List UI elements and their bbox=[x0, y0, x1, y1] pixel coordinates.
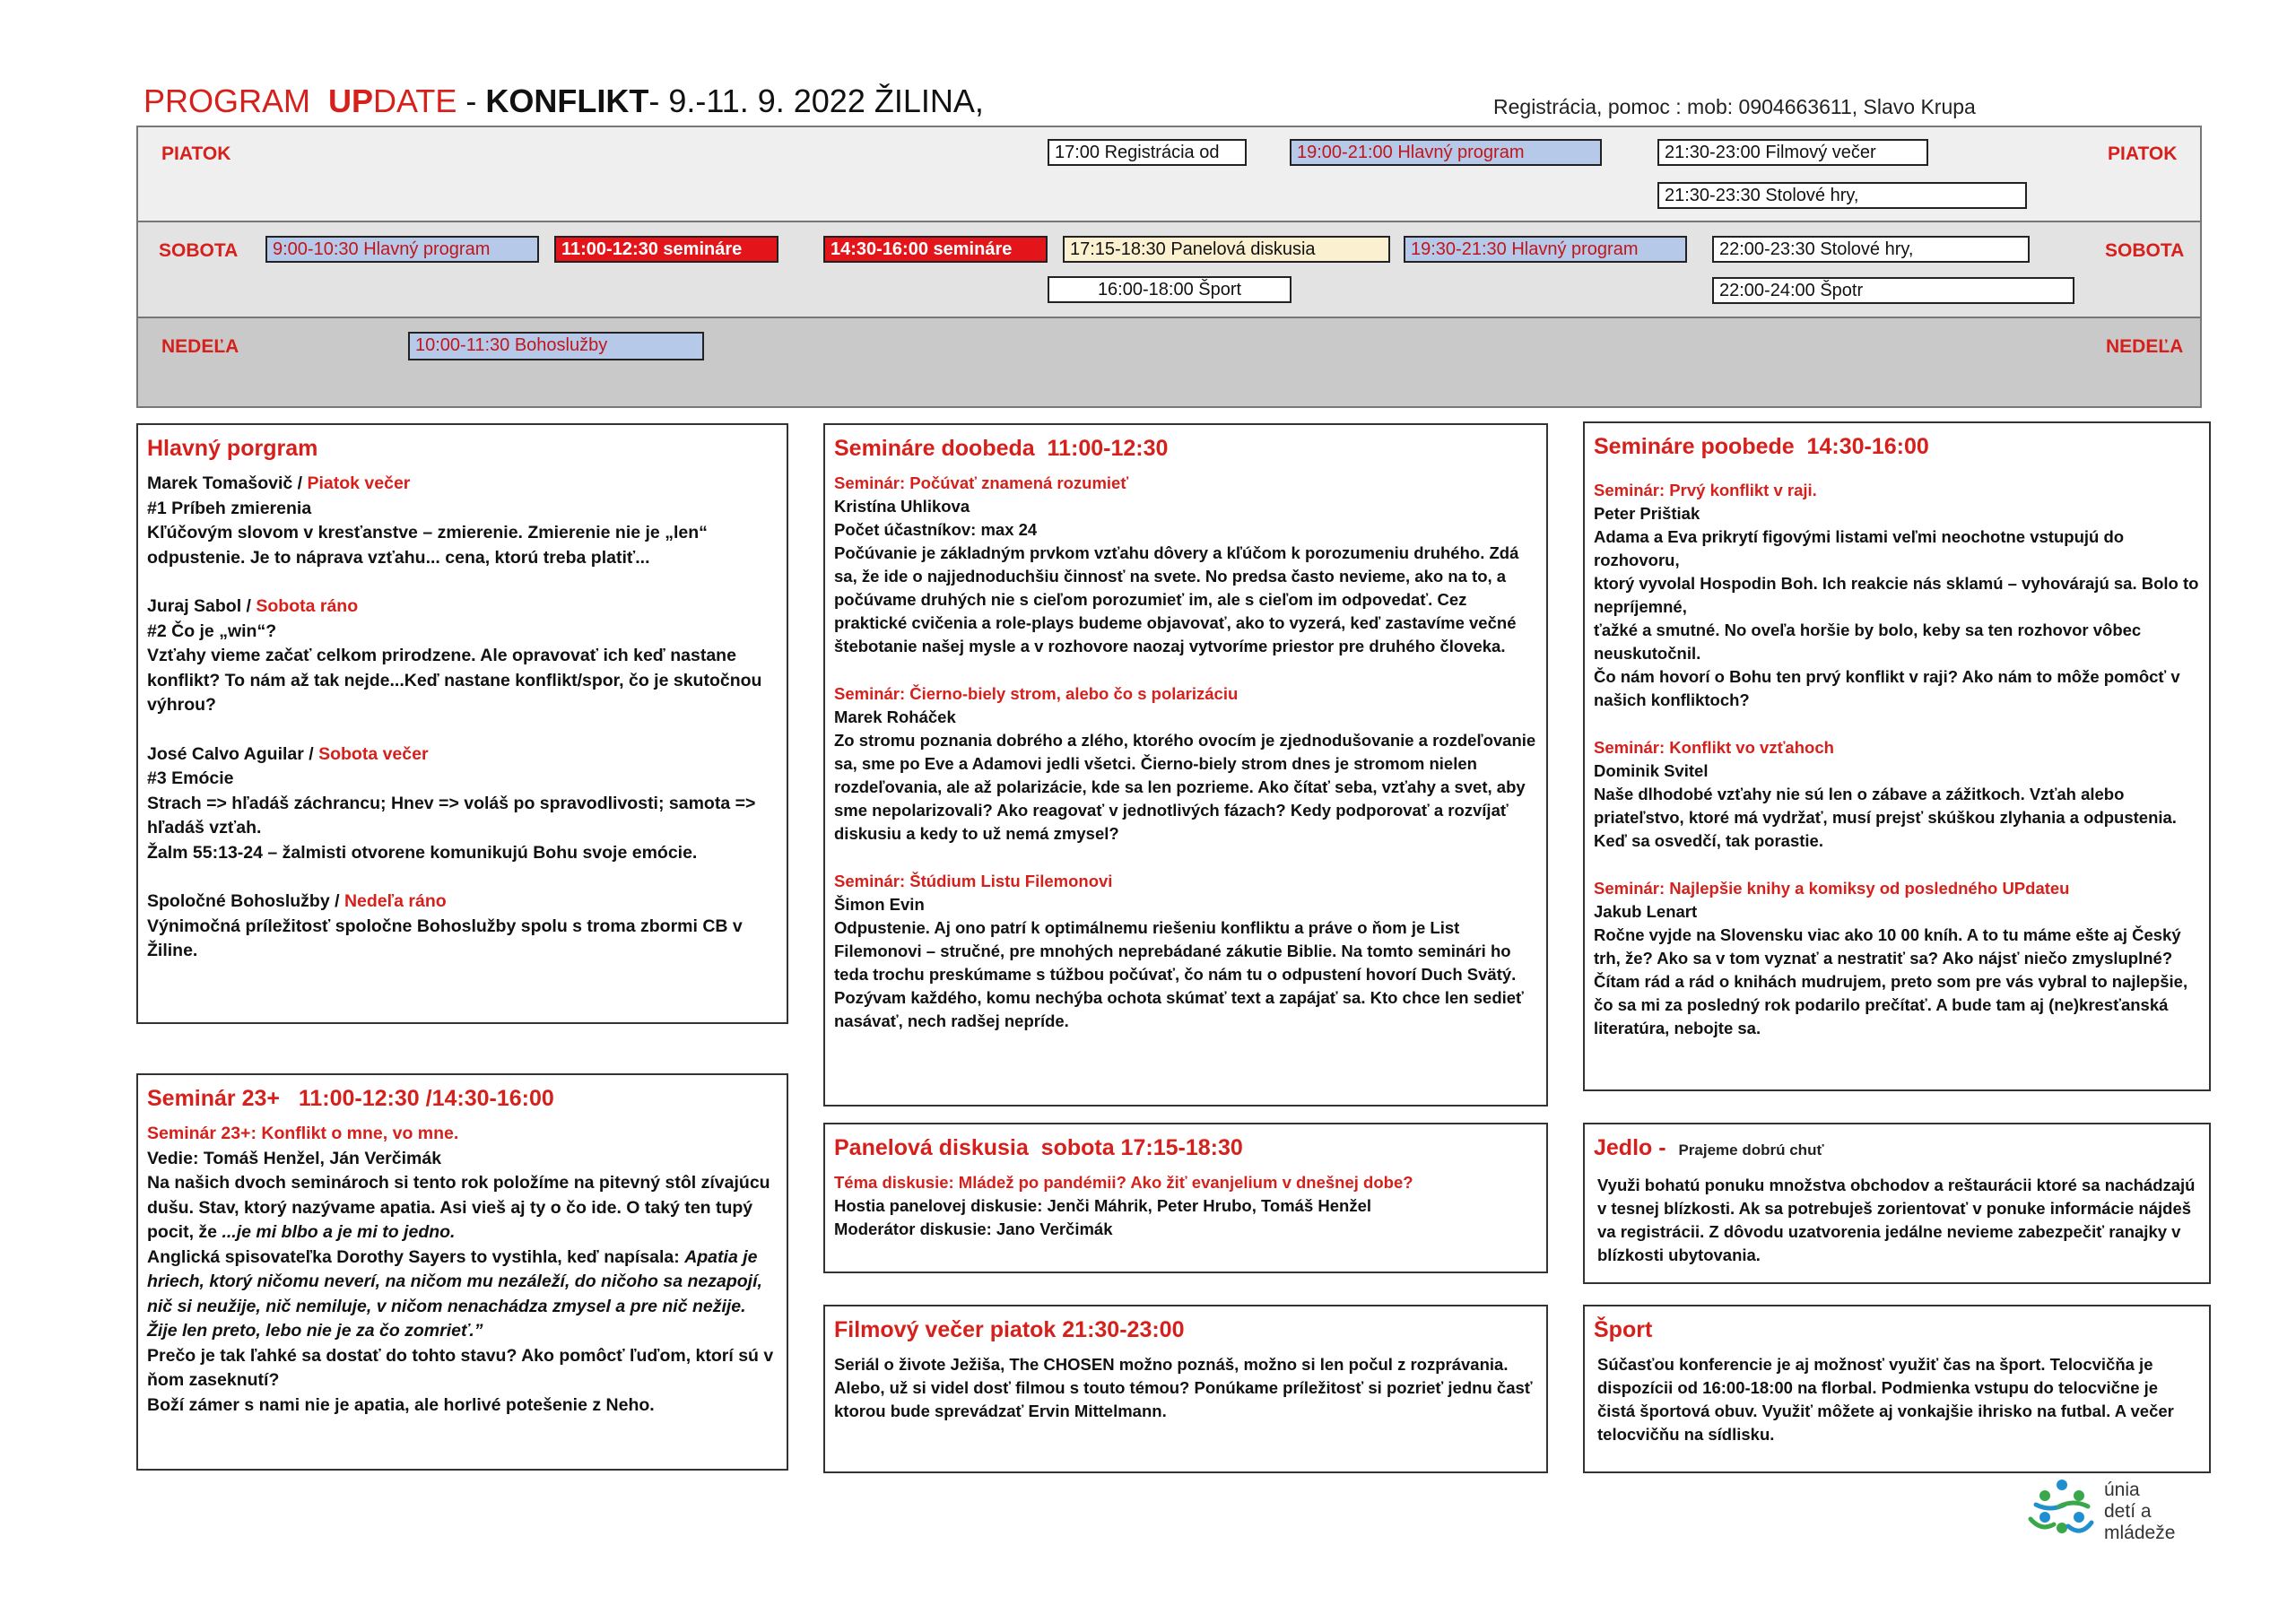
main-text-3b: Žalm 55:13-24 – žalmisti otvorene komunikujú Bohu svoje emócie. bbox=[147, 842, 698, 863]
slot-seminars-morning: 11:00-12:30 semináre bbox=[554, 236, 778, 263]
day-label-sunday-right: NEDEĽA bbox=[2106, 336, 2184, 357]
seminar-23-p1-italic: ...je mi blbo a je mi to jedno. bbox=[222, 1222, 456, 1242]
main-speaker-4: Spoločné Bohoslužby / bbox=[147, 891, 344, 911]
logo-line-2: detí a bbox=[2104, 1501, 2152, 1522]
main-program-card bbox=[136, 423, 788, 1024]
slot-board-games-saturday: 22:00-23:30 Stolové hry, bbox=[1712, 236, 2030, 263]
seminar-23-p1: Na našich dvoch seminároch si tento rok položíme na pitevný stôl zívajúcu dušu. Stav, ktorý nazývame apatia. Asi vieš aj ty o čo ide. O taký ten tupý pocit, že bbox=[147, 1173, 770, 1242]
day-label-saturday: SOBOTA bbox=[159, 240, 239, 261]
sm-item-3-title: Seminár: Štúdium Listu Filemonovi bbox=[834, 872, 1113, 890]
sport-card bbox=[1583, 1305, 2211, 1473]
day-label-friday-right: PIATOK bbox=[2108, 143, 2178, 164]
seminar-23-p3: Prečo je tak ľahké sa dostať do tohto stavu? Ako pomôcť ľuďom, ktorí sú v ňom zaseknutí? bbox=[147, 1345, 774, 1390]
sa-item-2-speaker: Dominik Svitel bbox=[1594, 761, 1709, 780]
sport-text: Súčasťou konferencie je aj možnosť využiť čas na šport. Telocvičňa je dispozícii od 16:00-18:00 na florbal. Podmienka vstupu do telocvične je čistá športová obuv. Využiť môžete aj vonkajšie ihrisko na futbal. A večer telocvičňu na sídlisku. bbox=[1597, 1355, 2174, 1444]
title-program: PROGRAM bbox=[144, 82, 311, 119]
food-title-dash: - bbox=[1652, 1135, 1679, 1160]
seminar-23-p2-italic: Apatia je hriech, ktorý ničomu neverí, na ničom mu nezáleží, do ničoho sa nezapojí, nič si neužije, nič nemiluje, v ničom nenachádza zmysel a pre nič nežije. Žije len preto, lebo nie je za čo zomrieť.” bbox=[147, 1246, 762, 1341]
sa-item-2-line-1: Naše dlhodobé vzťahy nie sú len o zábave a zážitkoch. Vzťah alebo priateľstvo, ktoré má vydržať, musí prejsť skúškou zlyhania a odpustenia. Keď sa osvedčí, tak porastie. bbox=[1594, 785, 2177, 850]
panel-topic: Téma diskusie: Mládež po pandémii? Ako žiť evanjelium v dnešnej dobe? bbox=[834, 1173, 1413, 1192]
seminar-23-leaders: Vedie: Tomáš Henžel, Ján Verčimák bbox=[147, 1148, 442, 1168]
panel-title: Panelová diskusia sobota 17:15-18:30 bbox=[834, 1135, 1243, 1160]
slot-panel-discussion: 17:15-18:30 Panelová diskusia bbox=[1063, 236, 1390, 263]
seminar-23-p4: Boží zámer s nami nie je apatia, ale horlivé potešenie z Neho. bbox=[147, 1394, 655, 1415]
sm-item-2-text: Zo stromu poznania dobrého a zlého, ktorého ovocím je zjednodušovanie a rozdeľovanie sa, sme po Eve a Adamovi jedli všetci. Čierno-biely strom dnes je stromom nielen rozdeľovania, ale až polarizácie, kde sa len pozrieme. Ako čítať seba, vzťahy a svet, aby sme nepolarizovali? Ako reagovať v jednotlivých fázach? Kedy podporovať a rozvíjať diskusiu a kedy to už nemá zmysel? bbox=[834, 731, 1536, 843]
slot-film-evening: 21:30-23:00 Filmový večer bbox=[1657, 139, 1928, 166]
slot-church-service: 10:00-11:30 Bohoslužby bbox=[408, 332, 704, 360]
contact-info: Registrácia, pomoc : mob: 0904663611, Slavo Krupa bbox=[1493, 95, 1976, 118]
sa-item-3-title: Seminár: Najlepšie knihy a komiksy od posledného UPdateu bbox=[1594, 879, 2070, 898]
main-text-2: Vzťahy vieme začať celkom prirodzene. Ale opravovať ich keď nastane konflikt? To nám až tak nejde...Keď nastane konflikt/spor, čo je skutočnou výhrou? bbox=[147, 646, 762, 715]
sa-item-3-speaker: Jakub Lenart bbox=[1594, 902, 1698, 921]
seminar-23-subtitle: Seminár 23+: Konflikt o mne, vo mne. bbox=[147, 1124, 459, 1143]
sa-item-2-title: Seminár: Konflikt vo vzťahoch bbox=[1594, 738, 1834, 757]
sport-title: Šport bbox=[1594, 1317, 1653, 1342]
sm-item-2-speaker: Marek Roháček bbox=[834, 707, 956, 726]
main-speaker-3: José Calvo Aguilar / bbox=[147, 743, 319, 764]
main-program-title: Hlavný porgram bbox=[147, 436, 318, 461]
main-speaker-1: Marek Tomašovič / bbox=[147, 473, 308, 493]
film-evening-card bbox=[823, 1305, 1548, 1473]
sa-item-1-line-1: Adama a Eva prikrytí figovými listami veľmi neochotne vstupujú do rozhovoru, bbox=[1594, 527, 2125, 569]
logo-line-3: mládeže bbox=[2104, 1523, 2176, 1543]
sm-item-1-title: Seminár: Počúvať znamená rozumieť bbox=[834, 473, 1129, 492]
seminar-23-title: Seminár 23+ 11:00-12:30 /14:30-16:00 bbox=[147, 1086, 554, 1111]
main-speaker-2: Juraj Sabol / bbox=[147, 596, 257, 616]
panel-moderator: Moderátor diskusie: Jano Verčimák bbox=[834, 1219, 1113, 1238]
panel-guests: Hostia panelovej diskusie: Jenči Máhrik, Peter Hrubo, Tomáš Henžel bbox=[834, 1196, 1372, 1215]
slot-sport: 16:00-18:00 Šport bbox=[1048, 276, 1292, 303]
title-date-word: DATE bbox=[373, 82, 457, 119]
slot-registration: 17:00 Registrácia od bbox=[1048, 139, 1247, 166]
film-title: Filmový večer piatok 21:30-23:00 bbox=[834, 1317, 1185, 1342]
seminar-23-p2: Anglická spisovateľka Dorothy Sayers to vystihla, keď napísala: bbox=[147, 1246, 685, 1267]
day-label-saturday-right: SOBOTA bbox=[2105, 240, 2185, 261]
slot-main-program-friday: 19:00-21:00 Hlavný program bbox=[1290, 139, 1602, 166]
slot-board-games-friday: 21:30-23:30 Stolové hry, bbox=[1657, 182, 2027, 209]
food-card bbox=[1583, 1123, 2211, 1284]
main-text-4: Výnimočná príležitosť spoločne Bohoslužby spolu s troma zbormi CB v Žiline. bbox=[147, 916, 743, 960]
sa-item-1-line-3: ťažké a smutné. No oveľa horšie by bolo, keby sa ten rozhovor vôbec neuskutočnil. bbox=[1594, 621, 2142, 663]
sm-item-1-extra: Počet účastníkov: max 24 bbox=[834, 520, 1038, 539]
slot-seminars-afternoon: 14:30-16:00 semináre bbox=[823, 236, 1048, 263]
sa-item-1-title: Seminár: Prvý konflikt v raji. bbox=[1594, 481, 1817, 499]
title-konflikt: KONFLIKT bbox=[485, 82, 649, 119]
food-text: Využi bohatú ponuku množstva obchodov a reštaurácii ktoré sa nachádzajú v tesnej blízkosti. Ak sa potrebuješ zorientovať v ponuke informácie nájdeš va registrácii. Z dôvodu uzatvorenia jedálne nevieme zabezpečiť ranajky v blízkosti ubytovania. bbox=[1597, 1176, 2196, 1264]
sm-item-3-text: Odpustenie. Aj ono patrí k optimálnemu riešeniu konfliktu a práve o ňom je List Filemonovi – stručné, pre mnohých neprebádané zákutie Biblie. Na tomto seminári ho teda trochu preskúmame s túžbou počúvať, čo nám tu o odpustení hovorí Duch Svätý. Pozývam každého, komu nechýba ochota skúmať text a zapájať sa. Kto chce len sedieť nasávať, nech radšej nepríde. bbox=[834, 918, 1524, 1030]
main-text-3: Strach => hľadáš záchrancu; Hnev => voláš po spravodlivosti; samota => hľadáš vzťah. bbox=[147, 793, 756, 838]
slot-sport-late: 22:00-24:00 Špotr bbox=[1712, 277, 2074, 304]
seminars-afternoon-card bbox=[1583, 421, 2211, 1091]
page-title bbox=[144, 82, 984, 120]
day-label-friday: PIATOK bbox=[161, 143, 231, 164]
film-text: Seriál o živote Ježiša, The CHOSEN možno poznáš, možno si len počul z rozprávania. Alebo, už si videl dosť filmou s touto témou? Ponúkame príležitosť si pozrieť jednu časť ktorou bude sprevádzať Ervin Mittelmann. bbox=[834, 1355, 1533, 1420]
sm-item-3-speaker: Šimon Evin bbox=[834, 895, 925, 914]
title-up: UP bbox=[328, 82, 374, 119]
sm-item-1-text: Počúvanie je základným prvkom vzťahu dôvery a kľúčom k porozumeniu druhého. Zdá sa, že ide o najjednoduchšiu činnosť na svete. No predsa často nevieme, ako na to, a počúvame druhých nie s cieľom porozumieť im, ale s cieľom im odpovedať. Cez praktické cvičenia a role-plays budeme objavovať, ako to vyzerá, keď zastavíme večné štebotanie našej mysle a v rozhovore naozaj vytvoríme priestor pre druhého človeka. bbox=[834, 543, 1519, 655]
title-dash: - bbox=[457, 82, 486, 119]
main-time-4: Nedeľa ráno bbox=[344, 891, 447, 911]
seminars-morning-title: Semináre doobeda 11:00-12:30 bbox=[834, 436, 1169, 461]
sa-item-1-speaker: Peter Prištiak bbox=[1594, 504, 1700, 523]
sa-item-1-line-2: ktorý vyvolal Hospodin Boh. Ich reakcie nás sklamú – vyhovárajú sa. Bolo to nepríjemné, bbox=[1594, 574, 2199, 616]
logo-line-1: únia bbox=[2104, 1480, 2140, 1500]
seminars-afternoon-title: Semináre poobede 14:30-16:00 bbox=[1594, 434, 1929, 459]
sm-item-2-title: Seminár: Čierno-biely strom, alebo čo s polarizáciu bbox=[834, 684, 1239, 703]
main-time-2: Sobota ráno bbox=[256, 596, 359, 616]
seminar-23-card bbox=[136, 1073, 788, 1471]
main-time-3: Sobota večer bbox=[318, 743, 429, 764]
title-rest: - 9.-11. 9. 2022 ŽILINA, bbox=[648, 82, 984, 119]
main-topic-2: #2 Čo je „win“? bbox=[147, 621, 277, 641]
organization-logo bbox=[2025, 1478, 2196, 1549]
sa-item-1-line-4: Čo nám hovorí o Bohu ten prvý konflikt v raji? Ako nám to môže pomôcť v našich konfliktoch? bbox=[1594, 667, 2180, 709]
food-title: Jedlo bbox=[1594, 1135, 1653, 1160]
main-topic-3: #3 Emócie bbox=[147, 768, 234, 788]
main-topic-1: #1 Príbeh zmierenia bbox=[147, 498, 312, 518]
seminars-morning-card bbox=[823, 423, 1548, 1107]
main-time-1: Piatok večer bbox=[307, 473, 411, 493]
day-label-sunday: NEDEĽA bbox=[161, 336, 239, 357]
slot-main-program-sat-evening: 19:30-21:30 Hlavný program bbox=[1404, 236, 1687, 263]
sa-item-3-line-1: Ročne vyjde na Slovensku viac ako 10 00 kníh. A to tu máme ešte aj Český trh, že? Ako sa v tom vyznať a nestratiť sa? Ako nájsť niečo zmysluplné? Čítam rád a rád o knihách mudrujem, preto som pre vás vybral to najlepšie, čo sa mi za posledný rok podarilo prečítať. A bude tam aj (ne)kresťanská literatúra, nebojte sa. bbox=[1594, 925, 2188, 1037]
logo-mark-icon bbox=[2025, 1478, 2099, 1549]
panel-discussion-card bbox=[823, 1123, 1548, 1273]
main-text-1: Kľúčovým slovom v kresťanstve – zmierenie. Zmierenie nie je „len“ odpustenie. Je to náprava vzťahu... cena, ktorú treba platiť... bbox=[147, 523, 708, 568]
sm-item-1-speaker: Kristína Uhlikova bbox=[834, 497, 970, 516]
slot-main-program-sat-morning: 9:00-10:30 Hlavný program bbox=[265, 236, 539, 263]
food-wish: Prajeme dobrú chuť bbox=[1678, 1141, 1824, 1159]
